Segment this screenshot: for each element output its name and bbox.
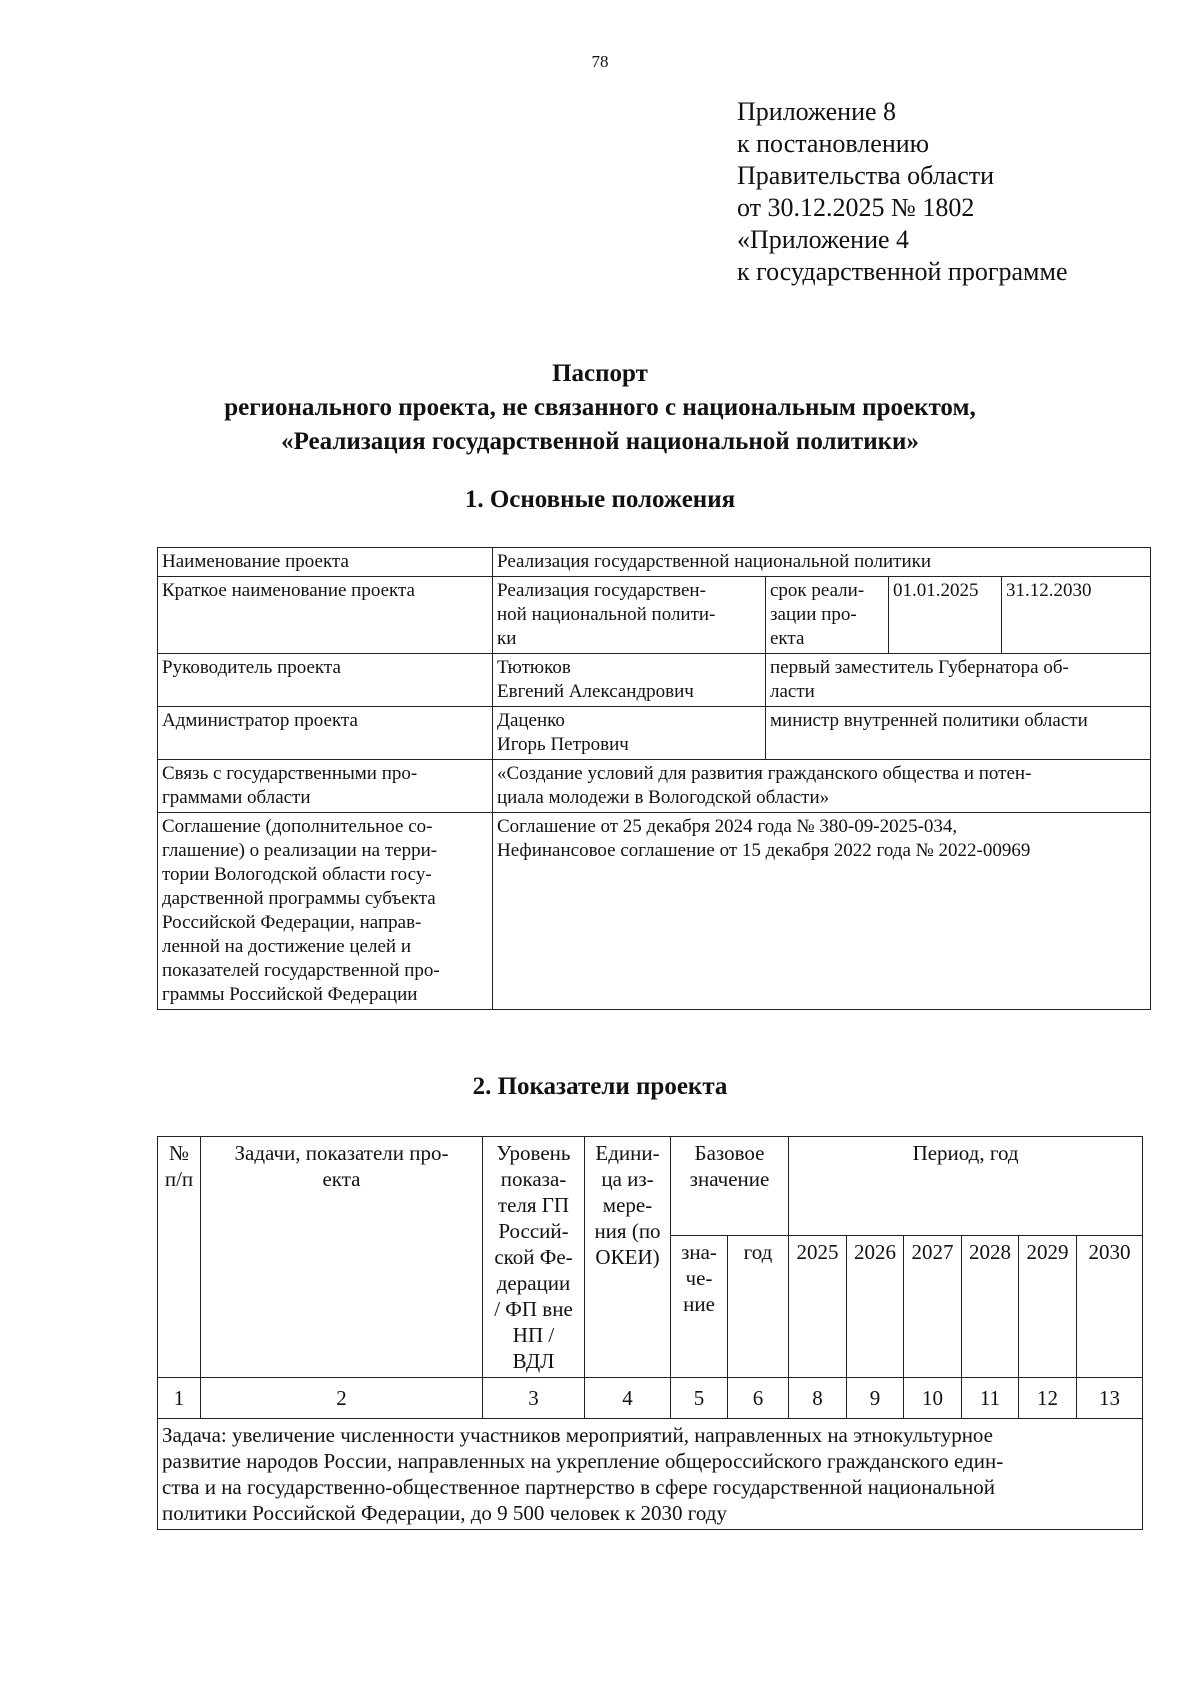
col-year-header: 2029	[1019, 1235, 1077, 1377]
header-row	[158, 1137, 1143, 1236]
head-name: Тютюков Евгений Александрович	[493, 654, 766, 707]
column-number: 9	[847, 1378, 904, 1419]
appendix-line: к постановлению	[737, 129, 930, 158]
admin-name: Даценко Игорь Петрович	[493, 707, 766, 760]
agreement-label: Соглашение (дополнительное со- глашение) о реализации на терри- тории Вологодской области госу- дарственной программы субъекта Российской Федерации, направ- ленной на достижение целей и показателей государственной про- граммы Российской Федерации	[158, 813, 493, 1010]
column-number: 11	[962, 1378, 1019, 1419]
period-label: срок реали- зации про- екта	[766, 577, 889, 654]
table-row	[158, 548, 1151, 577]
section-2-heading: 2. Показатели проекта	[472, 1073, 728, 1100]
col-period-header: Период, год	[789, 1137, 1143, 1236]
col-year-header: 2025	[789, 1235, 847, 1377]
appendix-block	[737, 96, 1068, 288]
column-number-row	[158, 1378, 1143, 1419]
task-description: Задача: увеличение численности участников мероприятий, направленных на этнокультурное развитие народов России, направленных на укрепление общероссийского гражданского един- ства и на государственно-общественное партнерство в сфере государственной национальной политики Российской Федерации, до 9 500 человек к 2030 году	[158, 1419, 1143, 1530]
column-number: 5	[671, 1378, 728, 1419]
appendix-line: к государственной программе	[737, 257, 1068, 286]
col-num-header: № п/п	[158, 1137, 201, 1378]
project-name-value: Реализация государственной национальной политики	[493, 548, 1151, 577]
col-unit-header: Едини- ца из- мере- ния (по ОКЕИ)	[585, 1137, 671, 1378]
section-1-heading: 1. Основные положения	[464, 486, 736, 513]
table-row	[158, 760, 1151, 813]
agreement-value: Соглашение от 25 декабря 2024 года № 380-09-2025-034, Нефинансовое соглашение от 15 декабря 2022 года № 2022-00969	[493, 813, 1151, 1010]
appendix-line: Правительства области	[737, 161, 995, 190]
period-end: 31.12.2030	[1002, 577, 1151, 654]
head-position: первый заместитель Губернатора об- ласти	[766, 654, 1151, 707]
document-title: Паспорт	[552, 360, 648, 387]
column-number: 10	[904, 1378, 962, 1419]
col-base-header: Базовое значение	[671, 1137, 789, 1236]
head-label: Руководитель проекта	[158, 654, 493, 707]
admin-position: министр внутренней политики области	[766, 707, 1151, 760]
col-base-value-header: зна- че- ние	[671, 1235, 728, 1377]
column-number: 1	[158, 1378, 201, 1419]
col-base-year-header: год	[728, 1235, 789, 1377]
col-tasks-header: Задачи, показатели про- екта	[201, 1137, 483, 1378]
appendix-line: Приложение 8	[737, 97, 897, 126]
short-name-label: Краткое наименование проекта	[158, 577, 493, 654]
admin-label: Администратор проекта	[158, 707, 493, 760]
indicators-table	[157, 1136, 1143, 1530]
column-number: 4	[585, 1378, 671, 1419]
table-row	[158, 577, 1151, 654]
col-year-header: 2027	[904, 1235, 962, 1377]
link-value: «Создание условий для развития гражданского общества и потен- циала молодежи в Вологодской области»	[493, 760, 1151, 813]
column-number: 2	[201, 1378, 483, 1419]
column-number: 6	[728, 1378, 789, 1419]
column-number: 12	[1019, 1378, 1077, 1419]
column-number: 8	[789, 1378, 847, 1419]
project-name-label: Наименование проекта	[158, 548, 493, 577]
short-name-value: Реализация государствен- ной национальной полити- ки	[493, 577, 766, 654]
project-name-title: «Реализация государственной национальной политики»	[281, 428, 919, 455]
table-row	[158, 707, 1151, 760]
period-start: 01.01.2025	[889, 577, 1002, 654]
link-label: Связь с государственными про- граммами области	[158, 760, 493, 813]
table-row	[158, 654, 1151, 707]
column-number: 3	[483, 1378, 585, 1419]
document-subtitle: регионального проекта, не связанного с национальным проектом,	[224, 394, 976, 421]
col-year-header: 2026	[847, 1235, 904, 1377]
task-row	[158, 1419, 1143, 1530]
main-provisions-table	[157, 547, 1151, 1010]
col-year-header: 2028	[962, 1235, 1019, 1377]
column-number: 13	[1077, 1378, 1143, 1419]
appendix-line: от 30.12.2025 № 1802	[737, 193, 975, 222]
col-year-header: 2030	[1077, 1235, 1143, 1377]
page-number: 78	[591, 52, 609, 71]
appendix-line: «Приложение 4	[737, 225, 910, 254]
col-level-header: Уровень показа- теля ГП Россий- ской Фе- дерации / ФП вне НП / ВДЛ	[483, 1137, 585, 1378]
table-row	[158, 813, 1151, 1010]
